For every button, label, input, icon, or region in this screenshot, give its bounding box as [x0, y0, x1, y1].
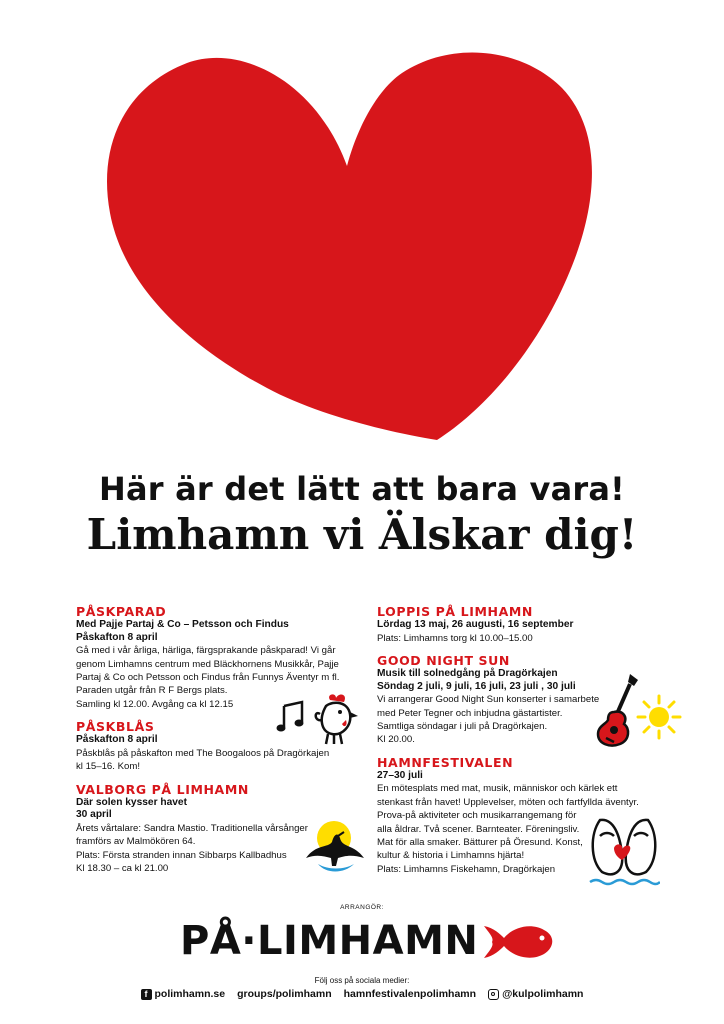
event-text: framförs av Malmökören 64. — [76, 836, 196, 848]
event-date: Påskafton 8 april — [76, 631, 158, 643]
event-text: Årets vårtalare: Sandra Mastio. Traditionella vårsånger — [76, 822, 308, 834]
headline-main: Limhamn vi Älskar dig! — [86, 510, 638, 559]
event-text: Samtliga söndagar i juli på Dragörkajen. — [377, 721, 548, 732]
event-date: Påskafton 8 april — [76, 734, 158, 746]
event-text: Plats: Limhamns Fiskehamn, Dragörkajen — [377, 863, 556, 875]
event-text: Påskblås på påskafton med The Boogaloos på Dragörkajen — [76, 747, 330, 759]
instagram-handle: @kulpolimhamn — [502, 988, 584, 1000]
event-date: 27–30 juli — [377, 769, 423, 781]
festival-link[interactable] — [344, 988, 476, 1000]
event-date: Söndag 2 juli, 9 juli, 16 juli, 23 juli , 30 juli — [377, 680, 576, 692]
event-subtitle: Med Pajje Partaj & Co – Petsson och Findus — [76, 619, 289, 630]
facebook-handle: polimhamn.se — [154, 988, 226, 1000]
event-subtitle: Där solen kysser havet — [76, 796, 187, 808]
event-text: Plats: Limhamns torg kl 10.00–15.00 — [377, 632, 533, 644]
event-text: alla åldrar. Två scener. Barnteater. Föreningsliv. — [377, 823, 580, 835]
event-text: Kl 18.30 – ca kl 21.00 — [76, 863, 169, 875]
event-text: Samling kl 12.00. Avgång ca kl 12.15 — [76, 698, 234, 710]
headline-tagline: Här är det lätt att bara vara! — [99, 470, 625, 508]
event-text: Vi arrangerar Good Night Sun konserter i samarbete — [377, 694, 600, 706]
music-note-icon — [276, 700, 308, 734]
logo-text: PÅ·LIMHAMN — [180, 918, 479, 964]
faces-icon — [588, 814, 660, 890]
instagram-icon — [488, 989, 499, 1000]
event-subtitle: Musik till solnedgång på Dragörkajen — [377, 668, 558, 679]
event-text: stenkast från havet! Upplevelser, möten och fartfyllda äventyr. — [377, 796, 639, 808]
event-title: GOOD NIGHT SUN — [377, 653, 510, 668]
cormorant-icon — [304, 818, 366, 874]
social-links — [0, 988, 724, 1000]
event-text: En mötesplats med mat, musik, människor och kärlek ett — [377, 783, 618, 795]
facebook-icon: f — [141, 989, 152, 1000]
event-date: Lördag 13 maj, 26 augusti, 16 september — [377, 619, 574, 630]
event-title: PÅSKBLÅS — [76, 719, 155, 735]
event-title: HAMNFESTIVALEN — [377, 754, 514, 770]
event-text: Kl 20.00. — [377, 734, 415, 746]
fish-icon — [482, 920, 558, 964]
event-text: Partaj & Co och Petsson och Findus från Funnys Äventyr m fl. — [76, 672, 340, 683]
event-text: Paraden utgår från R F Bergs plats. — [76, 685, 228, 697]
festival-handle: hamnfestivalenpolimhamn — [343, 988, 477, 1000]
follow-label: Följ oss på sociala medier: — [314, 976, 410, 985]
event-date: 30 april — [76, 809, 112, 821]
polimhamn-logo — [180, 918, 560, 966]
facebook-link[interactable] — [141, 988, 226, 1000]
event-text: Mat för alla smaker. Bätturer på Öresund. Konst, — [377, 837, 583, 849]
event-loppis — [377, 604, 657, 645]
instagram-link[interactable] — [488, 988, 583, 1000]
event-title: PÅSKPARAD — [76, 604, 167, 619]
event-text: med Peter Tegner och inbjudna gästartister. — [377, 707, 563, 719]
event-text: Plats: Första stranden innan Sibbarps Kallbadhus — [76, 849, 287, 861]
arranger-label: ARRANGÖR: — [340, 904, 384, 911]
event-title: LOPPIS PÅ LIMHAMN — [377, 604, 533, 619]
heart-icon — [92, 48, 612, 448]
sun-icon — [636, 694, 682, 740]
event-text: kl 15–16. Kom! — [76, 761, 140, 773]
groups-handle: groups/polimhamn — [237, 988, 332, 1000]
event-text: kultur & historia i Limhamns hjärta! — [377, 850, 525, 862]
event-text: Gå med i vår årliga, härliga, färgsprakande påskparad! Vi går — [76, 645, 336, 657]
groups-link[interactable] — [237, 988, 332, 1000]
event-text: Prova-på aktiviteter och musikarrangemang för — [377, 810, 577, 822]
rooster-icon — [312, 692, 364, 748]
event-title: VALBORG PÅ LIMHAMN — [76, 781, 249, 797]
event-text: genom Limhamns centrum med Bläckhornens Musikkår, Pajje — [76, 658, 339, 670]
